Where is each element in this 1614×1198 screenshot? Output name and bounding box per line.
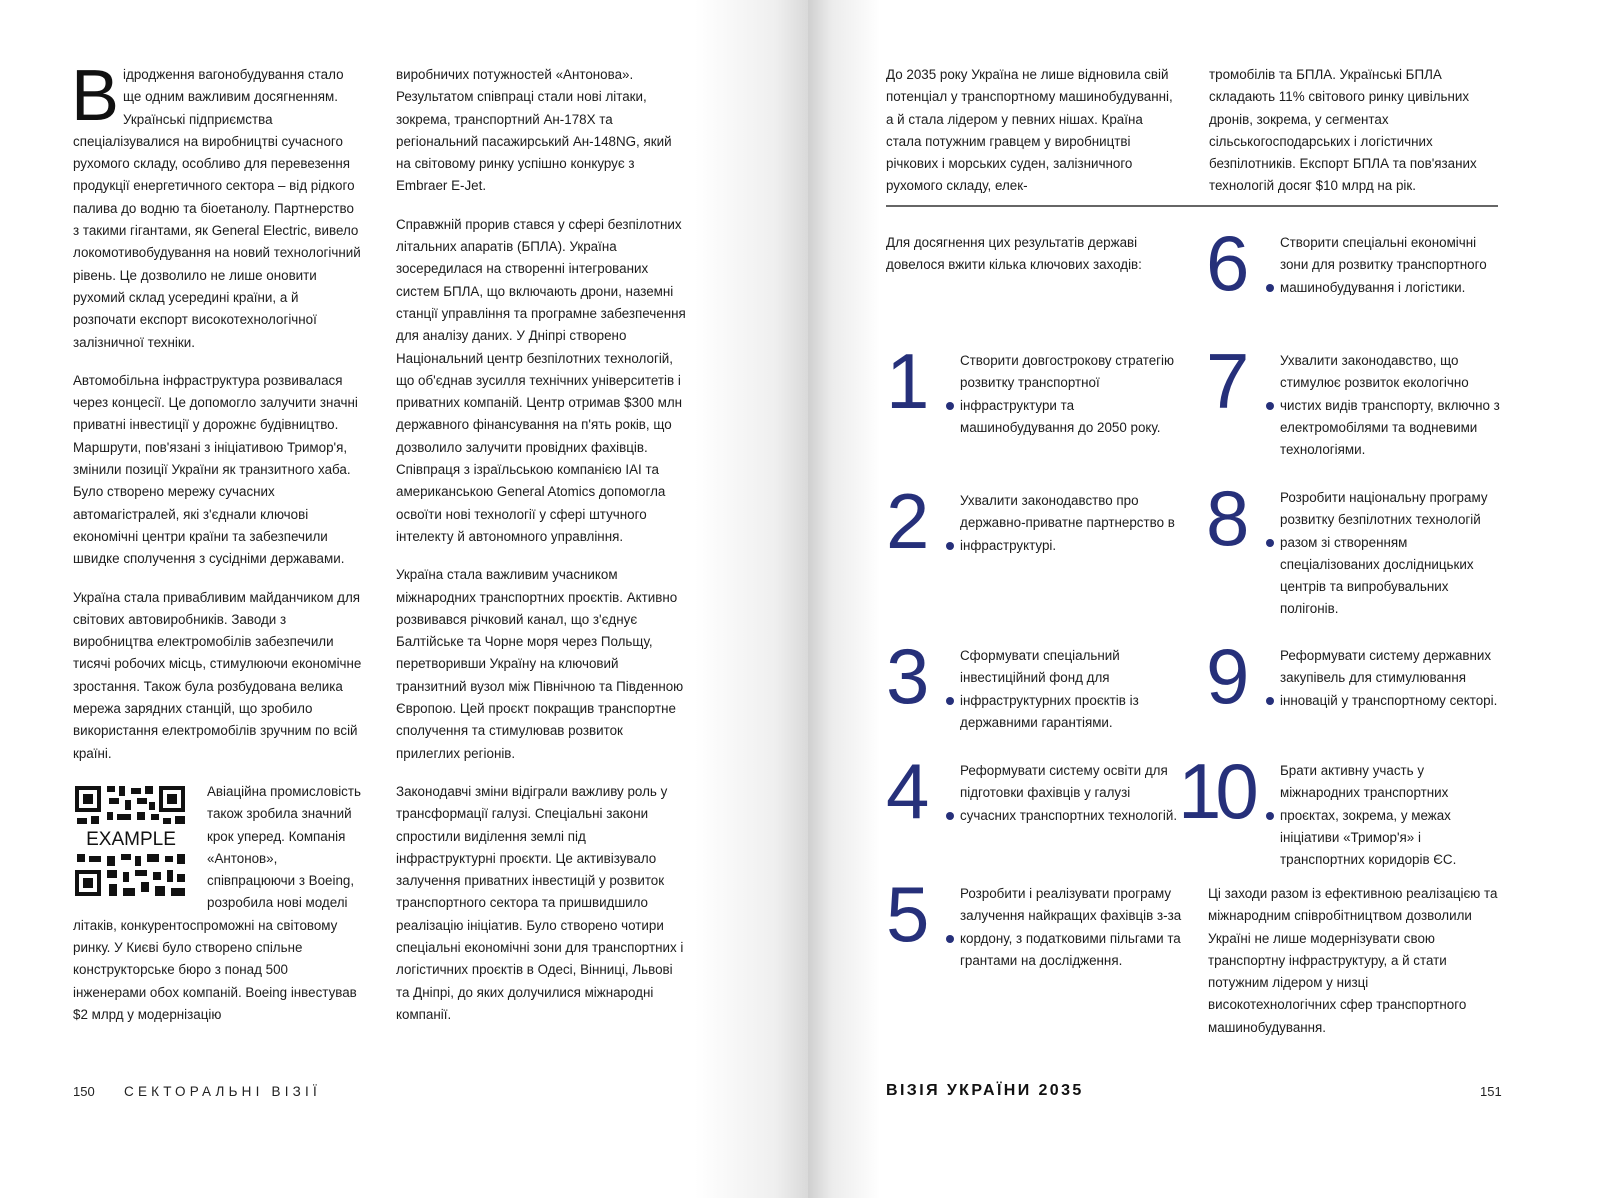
measure-number: 7 <box>1206 337 1246 425</box>
bullet-dot-icon <box>1266 402 1274 410</box>
measure-number: 2 <box>886 477 926 565</box>
measure-number: 3 <box>886 632 926 720</box>
page-number-left: 150 <box>73 1084 95 1099</box>
qr-label: EXAMPLE <box>86 828 176 850</box>
measure-number: 5 <box>886 870 926 958</box>
qr-code <box>73 784 189 900</box>
paragraph: Україна стала важливим учасником міжнародних транспортних проєктів. Активно розвивався річковий канал, що з'єднує Балтійське та Чорне моря через Польщу, перетворивши Україну на ключовий транзитний вузол між Північною та Південною Європою. Цей проєкт покращив транспортне сполучення та стимулював розвиток прилеглих регіонів. <box>396 567 684 761</box>
running-title-left: СЕКТОРАЛЬНІ ВІЗІЇ <box>124 1084 321 1099</box>
measure-number: 1 <box>886 337 926 425</box>
bullet-dot-icon <box>946 402 954 410</box>
drop-cap: В <box>71 56 120 136</box>
page-number-right: 151 <box>1480 1084 1502 1099</box>
paragraph: виробничих потужностей «Антонова». Результатом співпраці стали нові літаки, зокрема, транспортний Ан-178Х та регіональний пасажирський Ан-148NG, який на світовому ринку успішно конкурує з Embraer E-Jet. <box>396 67 672 194</box>
bullet-dot-icon <box>1266 812 1274 820</box>
paragraph: Україна стала привабливим майданчиком для світових автовиробників. Заводи з виробництва електромобілів забезпечили тисячі робочих місць, стимулюючи економічне зростання. Також була розбудована велика мережа зарядних станцій, що зробило використання електромобілів зручним по всій країні. <box>73 589 362 761</box>
right-top-column-1: До 2035 року Україна не лише відновила свій потенціал у транспортному машинобудуванні, а й стала лідером у певних нішах. Країна стала потужним гравцем у виробництві річкових і морських суден, залізничного рухомого складу, елек- <box>886 67 1173 194</box>
measure-text: Брати активну участь у міжнародних транспортних проєктах, зокрема, у межах ініціативи «Тримор'я» і транспортних коридорів ЄС. <box>1280 763 1457 868</box>
measure-text: Ухвалити законодавство, що стимулює розвиток екологічно чистих видів транспорту, включно з електромобілями та водневими технологіями. <box>1280 353 1500 458</box>
paragraph: Справжній прорив стався у сфері безпілотних літальних апаратів (БПЛА). Україна зосередилася на створенні інтегрованих систем БПЛА, що включають дрони, наземні станції управління та програмне забезпечення для аналізу даних. У Дніпрі створено Національний центр безпілотних технологій, що об'єднав зусилля технічних університетів і приватних компаній. Центр отримав $300 млн державного фінансування на п'ять років, що дозволило залучити провідних фахівців. Співпраця з ізраїльською компанією IAI та американською General Atomics допомогла освоїти нові технології у сфері штучного інтелекту й автономного управління. <box>396 216 686 544</box>
divider <box>886 205 1498 207</box>
paragraph: EXAMPLE Авіаційна промисловість також зробила значний крок уперед. Компанія «Антонов», співпрацюючи з Boeing, розробила нові моделі літаків, конкурентоспроможні на світовому ринку. У Києві було створено спільне конструкторське бюро з понад 500 інженерами обох компаній. Boeing інвестував $2 млрд у модернізацію <box>73 783 361 1022</box>
measure-text: Ухвалити законодавство про державно-приватне партнерство в інфраструктурі. <box>960 493 1175 553</box>
measure-text: Реформувати систему освіти для підготовки фахівців у галузі сучасних транспортних технологій. <box>960 763 1178 823</box>
measure-text: Сформувати спеціальний інвестиційний фонд для інфраструктурних проєктів із державними гарантіями. <box>960 648 1139 730</box>
bullet-dot-icon <box>1266 284 1274 292</box>
bullet-dot-icon <box>946 697 954 705</box>
measure-text: Створити довгострокову стратегію розвитку транспортної інфраструктури та машинобудування до 2050 року. <box>960 353 1175 435</box>
measures-intro: Для досягнення цих результатів державі довелося вжити кілька ключових заходів: <box>886 235 1142 273</box>
bullet-dot-icon <box>1266 539 1274 547</box>
measure-text: Створити спеціальні економічні зони для розвитку транспортного машинобудування і логістики. <box>1280 235 1487 295</box>
right-top-column-2: тромобілів та БПЛА. Українські БПЛА складають 11% світового ринку цивільних дронів, зокрема, у сегментах сільськогосподарських і логістичних безпілотників. Експорт БПЛА та пов'язаних технологій досяг $10 млрд на рік. <box>1209 67 1477 194</box>
paragraph: Автомобільна інфраструктура розвивалася через концесії. Це допомогло залучити значні приватні інвестиції у дорожнє будівництво. Маршрути, пов'язані з ініціативою Тримор'я, змінили позиції України як транзитного хаба. Було створено мережу сучасних автомагістралей, які з'єднали ключові економічні центри країни та забезпечили швидке сполучення з сусідніми державами. <box>73 372 358 567</box>
measure-number: 9 <box>1206 632 1246 720</box>
measure-number: 10 <box>1178 747 1253 835</box>
right-page <box>808 0 1614 1198</box>
bullet-dot-icon <box>946 542 954 550</box>
qr-code-icon <box>73 784 189 900</box>
measure-number: 8 <box>1206 474 1246 562</box>
paragraph: Відродження вагонобудування стало ще одним важливим досягненням. Українські підприємства спеціалізувалися на виробництві сучасного рухомого складу, особливо для перевезення продукції енергетичного сектора – від рідкого палива до водню та біоетанолу. Партнерство з такими гігантами, як General Electric, вивело локомотивобудування на новий технологічний рівень. Це дозволило не лише оновити рухомий склад усередині країни, а й розпочати експорт високотехнологічної залізничної техніки. <box>71 56 361 350</box>
paragraph: Законодавчі зміни відіграли важливу роль у трансформації галузі. Спеціальні закони спростили виділення землі під інфраструктурні проєкти. Це активізувало залучення приватних інвестицій у розвиток транспортного сектора та пришвидшило реалізацію ініціатив. Було створено чотири спеціальні економічні зони для транспортних і логістичних проєктів в Одесі, Вінниці, Львові та Дніпрі, до яких долучилися міжнародні компанії. <box>396 783 684 1022</box>
measure-text: Розробити національну програму розвитку безпілотних технологій разом зі створенням спеціалізованих дослідницьких центрів та випробувальних полігонів. <box>1280 490 1488 617</box>
measure-text: Реформувати систему державних закупівель для стимулювання інновацій у транспортному секторі. <box>1280 648 1498 708</box>
left-column-1 <box>71 56 363 1042</box>
running-title-right: ВІЗІЯ УКРАЇНИ 2035 <box>886 1082 1084 1099</box>
measure-text: Розробити і реалізувати програму залучення найкращих фахівців з-за кордону, з податковими пільгами та грантами на дослідження. <box>960 886 1182 968</box>
bullet-dot-icon <box>946 935 954 943</box>
conclusion-paragraph: Ці заходи разом із ефективною реалізацією та міжнародним співробітництвом дозволили Україні не лише модернізувати свою транспортну інфраструктуру, а й стати потужним лідером у низці високотехнологічних сфер транспортного машинобудування. <box>1208 886 1498 1035</box>
bullet-dot-icon <box>1266 697 1274 705</box>
left-column-2 <box>396 64 686 1042</box>
measure-number: 4 <box>886 747 926 835</box>
bullet-dot-icon <box>946 812 954 820</box>
measure-number: 6 <box>1206 219 1246 307</box>
